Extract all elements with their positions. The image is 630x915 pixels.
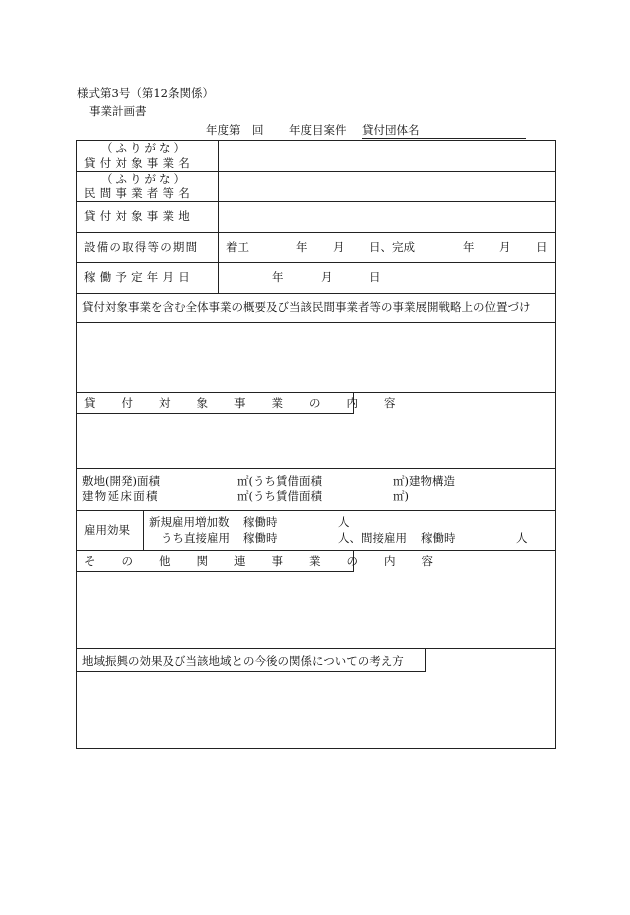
site-area-unit: ㎡(うち賃借面積: [237, 474, 322, 488]
furigana-label-2: （ふりがな）: [101, 172, 188, 186]
site-area-close: ㎡)建物構造: [393, 474, 455, 488]
employment-label: 雇用効果: [84, 523, 130, 537]
period-year-2: 年: [463, 240, 475, 254]
project-location-field[interactable]: [219, 202, 555, 232]
furigana-label-1: （ふりがな）: [101, 141, 188, 155]
overview-heading: 貸付対象事業を含む全体事業の概要及び当該民間事業者等の事業展開戦略上の位置づけ: [82, 300, 531, 314]
operator-name-label: 民間事業者等名: [84, 186, 194, 200]
at-operation-2: 稼働時: [243, 531, 278, 545]
period-month-2: 月: [499, 240, 511, 254]
person-2: 人、間接雇用: [338, 531, 407, 545]
project-location-label: 貸付対象事業地: [84, 209, 194, 223]
floor-area-label: 建物延床面積: [82, 489, 159, 503]
regional-effect-heading: 地域振興の効果及び当該地域との今後の関係についての考え方: [82, 654, 404, 668]
project-name-label: 貸付対象事業名: [84, 156, 194, 170]
op-day: 日: [369, 270, 381, 284]
period-start: 着工: [226, 240, 249, 254]
at-operation-3: 稼働時: [421, 531, 456, 545]
op-year: 年: [272, 270, 284, 284]
new-hires-label: 新規雇用増加数: [149, 515, 230, 529]
equipment-period-label: 設備の取得等の期間: [84, 240, 199, 254]
overview-field[interactable]: [77, 323, 555, 391]
regional-effect-field[interactable]: [77, 673, 555, 748]
document-title: 事業計画書: [89, 104, 147, 118]
period-day-2: 日: [536, 240, 548, 254]
person-1: 人: [338, 515, 350, 529]
op-month: 月: [321, 270, 333, 284]
floor-area-unit: ㎡(うち賃借面積: [237, 489, 322, 503]
related-content-heading: その他関連事業の内容: [84, 554, 459, 568]
at-operation-1: 稼働時: [243, 515, 278, 529]
lender-org-label: 貸付団体名: [362, 123, 420, 137]
direct-hires-label: うち直接雇用: [161, 531, 230, 545]
form-number: 様式第3号（第12条関係）: [77, 86, 214, 100]
year-round: 年度第 回: [206, 123, 264, 137]
project-name-field[interactable]: [219, 141, 555, 171]
site-area-label: 敷地(開発)面積: [82, 474, 160, 488]
project-content-heading: 貸付対象事業の内容: [84, 396, 422, 410]
lender-org-underline: [362, 138, 526, 139]
operation-date-label: 稼働予定年月日: [84, 270, 194, 284]
operator-name-field[interactable]: [219, 172, 555, 201]
year-case: 年度目案件: [289, 123, 347, 137]
person-3: 人: [516, 531, 528, 545]
floor-area-close: ㎡): [393, 489, 409, 503]
period-year-1: 年: [296, 240, 308, 254]
period-day-1: 日、完成: [369, 240, 415, 254]
related-content-field[interactable]: [77, 573, 555, 647]
period-month-1: 月: [333, 240, 345, 254]
project-content-field[interactable]: [77, 415, 555, 467]
